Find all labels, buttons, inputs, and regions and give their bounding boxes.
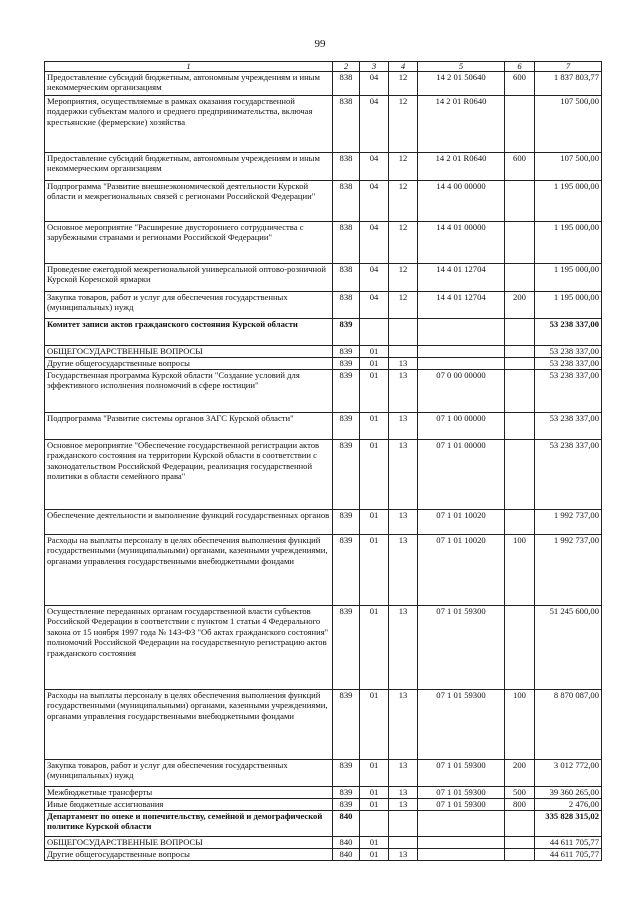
amount-cell: 53 238 337,00 (535, 440, 602, 510)
section-code-cell (360, 319, 389, 346)
expense-type-code-cell (505, 370, 535, 413)
budget-table (44, 61, 602, 861)
table-row (45, 96, 602, 153)
page-number: 99 (314, 38, 326, 50)
target-article-code-cell (418, 849, 505, 861)
table-row (45, 811, 602, 837)
target-article-code-cell (418, 811, 505, 837)
amount-cell: 3 012 772,00 (535, 760, 602, 787)
subsection-code-cell: 12 (389, 292, 418, 319)
department-code-cell: 838 (333, 181, 360, 222)
section-code-cell: 04 (360, 181, 389, 222)
table-row (45, 849, 602, 861)
table-row (45, 358, 602, 370)
section-code-cell: 01 (360, 606, 389, 690)
department-code-cell: 838 (333, 222, 360, 264)
expense-type-code-cell (505, 264, 535, 292)
expense-name-cell: Департамент по опеке и попечительству, семейной и демографической политике Курской области (45, 811, 333, 837)
department-code-cell: 839 (333, 690, 360, 760)
section-code-cell: 01 (360, 799, 389, 811)
subsection-code-cell: 12 (389, 72, 418, 96)
table-row (45, 799, 602, 811)
department-code-cell: 839 (333, 440, 360, 510)
amount-cell: 53 238 337,00 (535, 358, 602, 370)
target-article-code-cell: 07 1 01 59300 (418, 799, 505, 811)
department-code-cell: 838 (333, 264, 360, 292)
department-code-cell: 840 (333, 837, 360, 849)
expense-name-cell: Предоставление субсидий бюджетным, автономным учреждениям и иным некоммерческим организациям (45, 153, 333, 181)
subsection-code-cell: 12 (389, 181, 418, 222)
subsection-code-cell (389, 346, 418, 358)
section-code-cell: 01 (360, 510, 389, 535)
table-row (45, 760, 602, 787)
expense-name-cell: Обеспечение деятельности и выполнение функций государственных органов (45, 510, 333, 535)
expense-type-code-cell (505, 181, 535, 222)
table-row (45, 222, 602, 264)
target-article-code-cell: 14 4 01 12704 (418, 264, 505, 292)
column-number-name: 1 (45, 62, 333, 72)
department-code-cell: 838 (333, 292, 360, 319)
department-code-cell: 838 (333, 72, 360, 96)
amount-cell: 53 238 337,00 (535, 413, 602, 440)
target-article-code-cell: 07 1 01 10020 (418, 510, 505, 535)
expense-type-code-cell: 800 (505, 799, 535, 811)
expense-name-cell: Осуществление переданных органам государственной власти субъектов Российской Федерации в соответствии с пунктом 1 статьи 4 Федерального закона от 15 ноября 1997 года № 143-ФЗ "Об актах гражданского состояния" полномочий Российской Федерации на государственную регистрацию актов гражданского состояния (45, 606, 333, 690)
target-article-code-cell: 14 2 01 50640 (418, 72, 505, 96)
department-code-cell: 839 (333, 319, 360, 346)
expense-type-code-cell (505, 358, 535, 370)
amount-cell: 1 195 000,00 (535, 264, 602, 292)
expense-type-code-cell: 200 (505, 760, 535, 787)
expense-type-code-cell: 500 (505, 787, 535, 799)
subsection-code-cell (389, 319, 418, 346)
table-row (45, 690, 602, 760)
expense-name-cell: Иные бюджетные ассигнования (45, 799, 333, 811)
section-code-cell: 04 (360, 222, 389, 264)
amount-cell: 1 195 000,00 (535, 292, 602, 319)
subsection-code-cell: 12 (389, 96, 418, 153)
table-row (45, 153, 602, 181)
expense-name-cell: Закупка товаров, работ и услуг для обеспечения государственных (муниципальных) нужд (45, 760, 333, 787)
expense-type-code-cell (505, 96, 535, 153)
expense-type-code-cell (505, 510, 535, 535)
table-row (45, 837, 602, 849)
section-code-cell: 01 (360, 837, 389, 849)
subsection-code-cell: 13 (389, 535, 418, 606)
subsection-code-cell: 13 (389, 358, 418, 370)
table-row (45, 440, 602, 510)
expense-name-cell: Основное мероприятие "Обеспечение государственной регистрации актов гражданского состояния на территории Курской области в соответствии с законодательством Российской Федерации, реализация государственной политики в области семейного права" (45, 440, 333, 510)
subsection-code-cell: 12 (389, 153, 418, 181)
subsection-code-cell: 13 (389, 440, 418, 510)
expense-type-code-cell (505, 319, 535, 346)
table-row (45, 787, 602, 799)
column-number-amount: 7 (535, 62, 602, 72)
target-article-code-cell (418, 346, 505, 358)
table-row (45, 346, 602, 358)
target-article-code-cell: 07 1 01 59300 (418, 606, 505, 690)
target-article-code-cell (418, 319, 505, 346)
expense-name-cell: Подпрограмма "Развитие системы органов ЗАГС Курской области" (45, 413, 333, 440)
expense-name-cell: Предоставление субсидий бюджетным, автономным учреждениям и иным некоммерческим организациям (45, 72, 333, 96)
amount-cell: 1 837 803,77 (535, 72, 602, 96)
subsection-code-cell: 13 (389, 787, 418, 799)
table-row (45, 292, 602, 319)
expense-type-code-cell: 100 (505, 535, 535, 606)
target-article-code-cell (418, 358, 505, 370)
target-article-code-cell: 07 1 01 10020 (418, 535, 505, 606)
subsection-code-cell (389, 811, 418, 837)
expense-name-cell: Подпрограмма "Развитие внешнеэкономической деятельности Курской области и межрегиональных связей с регионами Российской Федерации" (45, 181, 333, 222)
target-article-code-cell: 07 1 00 00000 (418, 413, 505, 440)
section-code-cell: 01 (360, 346, 389, 358)
column-number-vr: 6 (505, 62, 535, 72)
section-code-cell (360, 811, 389, 837)
subsection-code-cell: 13 (389, 370, 418, 413)
table-row (45, 413, 602, 440)
expense-type-code-cell: 600 (505, 153, 535, 181)
amount-cell: 2 476,00 (535, 799, 602, 811)
column-number-pr: 4 (389, 62, 418, 72)
amount-cell: 8 870 087,00 (535, 690, 602, 760)
department-code-cell: 839 (333, 370, 360, 413)
expense-type-code-cell: 600 (505, 72, 535, 96)
amount-cell: 53 238 337,00 (535, 370, 602, 413)
expense-type-code-cell (505, 606, 535, 690)
target-article-code-cell (418, 837, 505, 849)
column-number-row (45, 62, 602, 72)
expense-type-code-cell: 200 (505, 292, 535, 319)
subsection-code-cell: 13 (389, 799, 418, 811)
target-article-code-cell: 14 4 00 00000 (418, 181, 505, 222)
column-number-csr: 5 (418, 62, 505, 72)
expense-name-cell: Проведение ежегодной межрегиональной универсальной оптово-розничной Курской Коренской ярмарки (45, 264, 333, 292)
department-code-cell: 838 (333, 153, 360, 181)
table-row (45, 510, 602, 535)
subsection-code-cell: 13 (389, 606, 418, 690)
section-code-cell: 04 (360, 72, 389, 96)
table-row (45, 319, 602, 346)
expense-name-cell: Расходы на выплаты персоналу в целях обеспечения выполнения функций государственными (муниципальными) органами, казенными учреждениями, органами управления государственными внебюджетными фондами (45, 690, 333, 760)
amount-cell: 53 238 337,00 (535, 319, 602, 346)
amount-cell: 53 238 337,00 (535, 346, 602, 358)
target-article-code-cell: 07 1 01 00000 (418, 440, 505, 510)
department-code-cell: 839 (333, 346, 360, 358)
subsection-code-cell: 13 (389, 760, 418, 787)
amount-cell: 51 245 600,00 (535, 606, 602, 690)
section-code-cell: 01 (360, 690, 389, 760)
target-article-code-cell: 14 4 01 00000 (418, 222, 505, 264)
target-article-code-cell: 07 1 01 59300 (418, 787, 505, 799)
subsection-code-cell: 13 (389, 849, 418, 861)
column-number-ved: 2 (333, 62, 360, 72)
department-code-cell: 840 (333, 849, 360, 861)
section-code-cell: 01 (360, 535, 389, 606)
section-code-cell: 01 (360, 370, 389, 413)
amount-cell: 44 611 705,77 (535, 837, 602, 849)
expense-name-cell: Другие общегосударственные вопросы (45, 849, 333, 861)
table-body (45, 72, 602, 861)
section-code-cell: 01 (360, 760, 389, 787)
expense-name-cell: Основное мероприятие "Расширение двустороннего сотрудничества с зарубежными странами и регионами Российской Федерации" (45, 222, 333, 264)
expense-name-cell: Расходы на выплаты персоналу в целях обеспечения выполнения функций государственными (муниципальными) органами, казенными учреждениями, органами управления государственными внебюджетными фондами (45, 535, 333, 606)
subsection-code-cell: 12 (389, 222, 418, 264)
table-row (45, 606, 602, 690)
target-article-code-cell: 14 4 01 12704 (418, 292, 505, 319)
department-code-cell: 840 (333, 811, 360, 837)
expense-name-cell: Другие общегосударственные вопросы (45, 358, 333, 370)
table-row (45, 370, 602, 413)
table-row (45, 72, 602, 96)
section-code-cell: 01 (360, 787, 389, 799)
amount-cell: 1 992 737,00 (535, 510, 602, 535)
department-code-cell: 839 (333, 413, 360, 440)
section-code-cell: 04 (360, 264, 389, 292)
department-code-cell: 839 (333, 799, 360, 811)
target-article-code-cell: 14 2 01 R0640 (418, 96, 505, 153)
expense-type-code-cell (505, 346, 535, 358)
amount-cell: 1 195 000,00 (535, 181, 602, 222)
section-code-cell: 04 (360, 292, 389, 319)
amount-cell: 107 500,00 (535, 96, 602, 153)
expense-name-cell: ОБЩЕГОСУДАРСТВЕННЫЕ ВОПРОСЫ (45, 837, 333, 849)
target-article-code-cell: 14 2 01 R0640 (418, 153, 505, 181)
section-code-cell: 01 (360, 358, 389, 370)
subsection-code-cell: 13 (389, 413, 418, 440)
target-article-code-cell: 07 1 01 59300 (418, 760, 505, 787)
column-number-rz: 3 (360, 62, 389, 72)
department-code-cell: 838 (333, 96, 360, 153)
subsection-code-cell: 13 (389, 510, 418, 535)
table-row (45, 181, 602, 222)
expense-name-cell: Межбюджетные трансферты (45, 787, 333, 799)
expense-type-code-cell: 100 (505, 690, 535, 760)
amount-cell: 335 828 315,02 (535, 811, 602, 837)
amount-cell: 107 500,00 (535, 153, 602, 181)
expense-type-code-cell (505, 849, 535, 861)
amount-cell: 44 611 705,77 (535, 849, 602, 861)
department-code-cell: 839 (333, 535, 360, 606)
section-code-cell: 04 (360, 153, 389, 181)
expense-type-code-cell (505, 222, 535, 264)
section-code-cell: 01 (360, 440, 389, 510)
section-code-cell: 01 (360, 849, 389, 861)
department-code-cell: 839 (333, 787, 360, 799)
expense-name-cell: Государственная программа Курской области "Создание условий для эффективного исполнения полномочий в сфере юстиции" (45, 370, 333, 413)
expense-type-code-cell (505, 413, 535, 440)
subsection-code-cell: 12 (389, 264, 418, 292)
department-code-cell: 839 (333, 510, 360, 535)
expense-name-cell: Закупка товаров, работ и услуг для обеспечения государственных (муниципальных) нужд (45, 292, 333, 319)
target-article-code-cell: 07 0 00 00000 (418, 370, 505, 413)
expense-type-code-cell (505, 837, 535, 849)
expense-type-code-cell (505, 811, 535, 837)
amount-cell: 1 195 000,00 (535, 222, 602, 264)
expense-name-cell: ОБЩЕГОСУДАРСТВЕННЫЕ ВОПРОСЫ (45, 346, 333, 358)
amount-cell: 1 992 737,00 (535, 535, 602, 606)
subsection-code-cell (389, 837, 418, 849)
amount-cell: 39 360 265,00 (535, 787, 602, 799)
table-row (45, 264, 602, 292)
department-code-cell: 839 (333, 760, 360, 787)
expense-type-code-cell (505, 440, 535, 510)
expense-name-cell: Комитет записи актов гражданского состояния Курской области (45, 319, 333, 346)
table-row (45, 535, 602, 606)
subsection-code-cell: 13 (389, 690, 418, 760)
expense-name-cell: Мероприятия, осуществляемые в рамках оказания государственной поддержки субъектам малого и среднего предпринимательства, включая крестьянские (фермерские) хозяйства (45, 96, 333, 153)
department-code-cell: 839 (333, 358, 360, 370)
department-code-cell: 839 (333, 606, 360, 690)
section-code-cell: 01 (360, 413, 389, 440)
target-article-code-cell: 07 1 01 59300 (418, 690, 505, 760)
section-code-cell: 04 (360, 96, 389, 153)
